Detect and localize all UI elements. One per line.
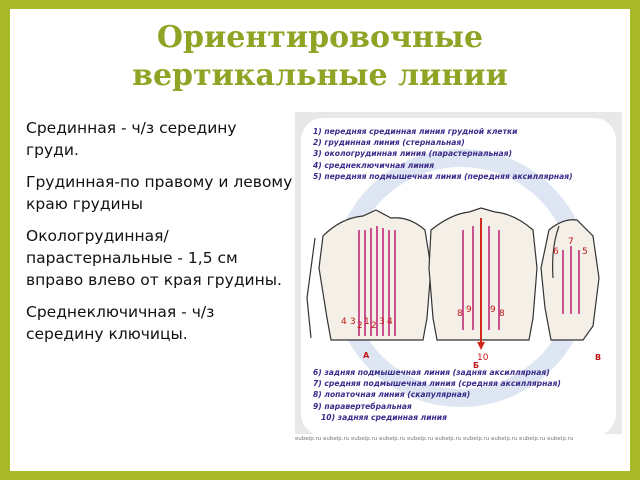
- label-v: В: [595, 353, 602, 362]
- label-4-left: 4: [341, 317, 347, 327]
- legend-item-7: 7) средняя подмышечная линия (средняя аксиллярная): [313, 379, 561, 389]
- arm-left-a: [307, 238, 315, 338]
- paragraph-midclavicular: Среднеключичная - ч/з середину ключицы.: [26, 303, 215, 343]
- figure-panel: [301, 118, 616, 436]
- legend-item-8: 8) лопаточная линия (скапулярная): [313, 390, 471, 400]
- description-text: [26, 117, 294, 355]
- label-3-left: 3: [350, 317, 356, 327]
- label-10: 10: [477, 353, 489, 363]
- label-5: 5: [582, 247, 588, 257]
- paragraph-parasternal: Окологрудинная/парастернальные - 1,5 см вправо влево от края грудины.: [26, 227, 282, 289]
- title-line-2: вертикальные линии: [132, 58, 508, 93]
- legend-item-1: 1) передняя срединная линия грудной клетки: [313, 127, 518, 136]
- label-2-left: 2: [357, 321, 363, 331]
- legend-item-3: 3) окологрудинная линия (парастернальная): [313, 149, 513, 159]
- legend-bottom: [313, 367, 561, 423]
- legend-item-9: 9) паравертебральная: [313, 401, 412, 411]
- label-8-right: 8: [499, 309, 505, 319]
- label-a: А: [363, 351, 370, 360]
- watermark-strip: eubelp.ru eubelp.ru eubelp.ru eubelp.ru eubelp.ru eubelp.ru eubelp.ru eubelp.ru eubelp.ru eubelp.ru: [295, 434, 622, 444]
- legend-item-2: 2) грудинная линия (стернальная): [313, 138, 465, 148]
- paragraph-median: Срединная - ч/з середину груди.: [26, 119, 237, 159]
- label-4-right: 4: [387, 317, 393, 327]
- legend-top: [313, 126, 573, 182]
- torso-back: [429, 208, 537, 340]
- slide: [10, 9, 630, 471]
- title-line-1: Ориентировочные: [156, 20, 484, 55]
- label-9-left: 9: [466, 305, 472, 315]
- paragraph-sternal: Грудинная-по правому и левому краю грудины: [26, 173, 293, 213]
- legend-item-5: 5) передняя подмышечная линия (передняя аксиллярная): [313, 171, 573, 181]
- label-b: Б: [473, 361, 480, 370]
- label-9-right: 9: [490, 305, 496, 315]
- anatomy-figure: [295, 112, 622, 444]
- label-3-right: 3: [379, 317, 385, 327]
- legend-item-6: 6) задняя подмышечная линия (задняя аксиллярная): [313, 368, 550, 377]
- slide-title: [10, 19, 630, 95]
- legend-item-4: 4) среднеключичная линия: [313, 160, 435, 170]
- label-2-right: 2: [371, 321, 377, 331]
- label-8-left: 8: [457, 309, 463, 319]
- arrow-10: [477, 342, 485, 350]
- label-7: 7: [568, 237, 574, 247]
- legend-item-10: 10) задняя срединная линия: [321, 412, 447, 422]
- label-1: 1: [364, 317, 370, 327]
- label-6: 6: [553, 247, 559, 257]
